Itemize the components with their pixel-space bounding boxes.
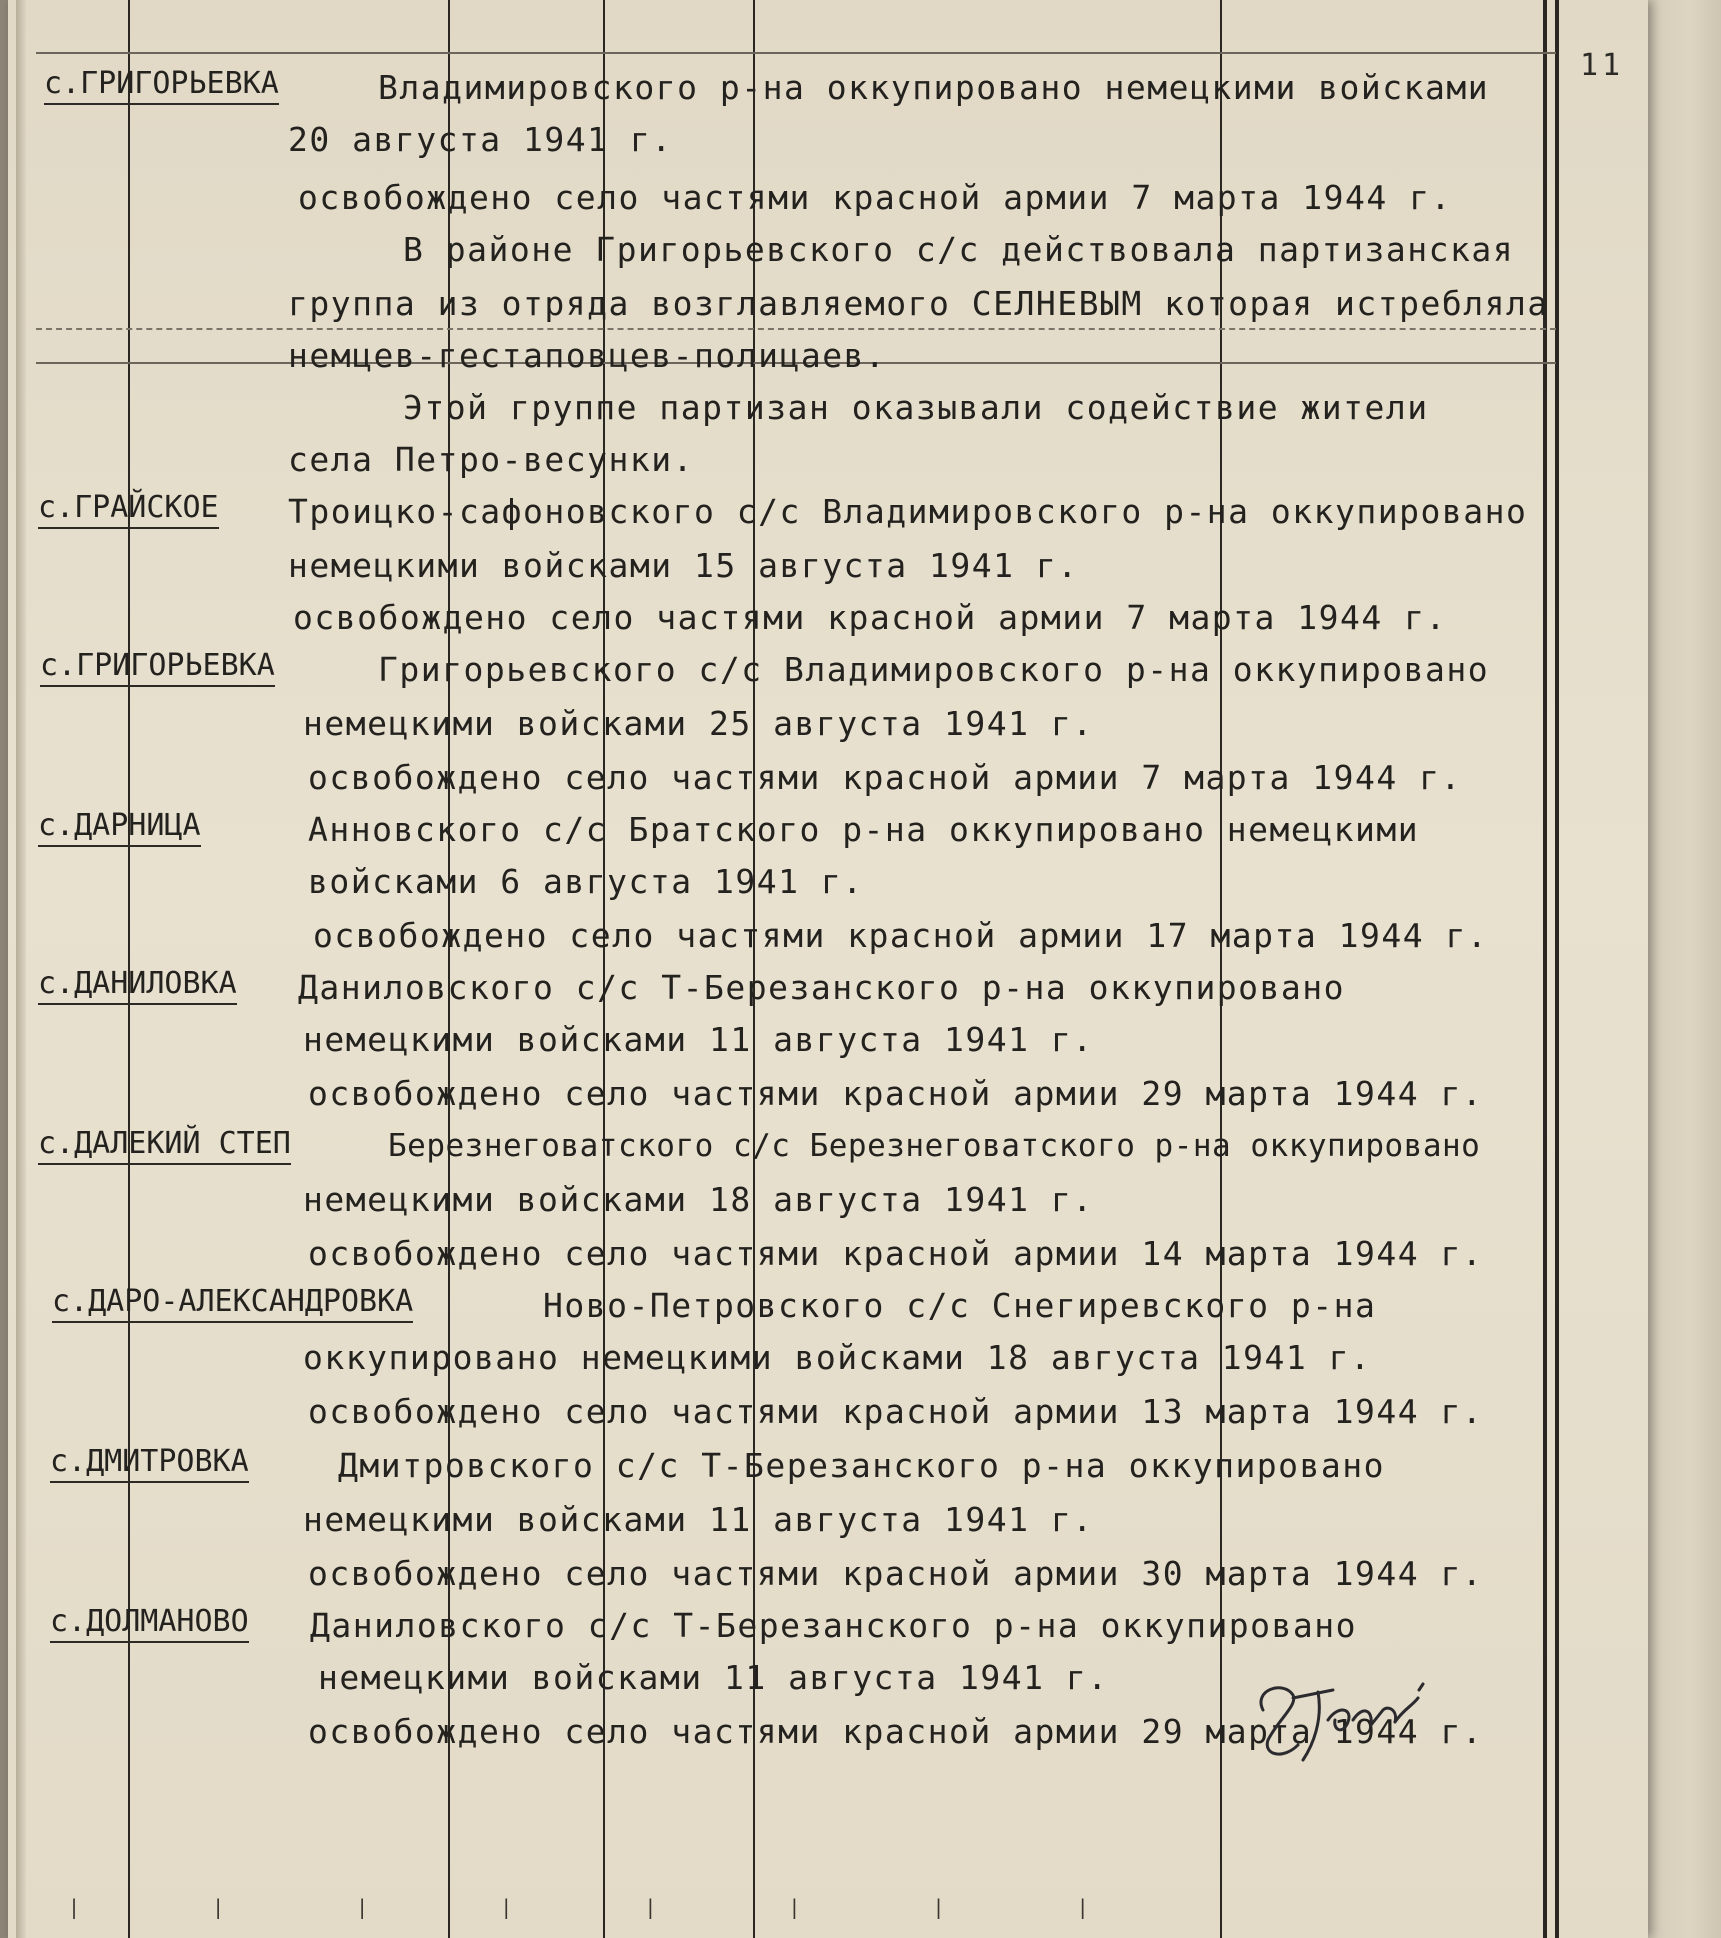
entry-line: освобождено село частями красной армии 17 марта 1944 г. (313, 916, 1489, 955)
entry-line: освобождено село частями красной армии 7 марта 1944 г. (308, 758, 1462, 797)
entry-line: Ново-Петровского с/с Снегиревского р-на (543, 1286, 1377, 1325)
bottom-margin-ticks: | | | | | | | | (68, 1895, 1149, 1919)
entry-line: В районе Григорьевского с/с действовала партизанская (403, 230, 1515, 269)
entry-line: немецкими войсками 15 августа 1941 г. (288, 546, 1079, 585)
entry-line: Даниловского с/с Т-Березанского р-на оккупировано (298, 968, 1346, 1007)
entry-line: немецкими войсками 11 августа 1941 г. (303, 1020, 1094, 1059)
page-binding-edge (16, 0, 26, 1938)
page-number: 11 (1580, 48, 1625, 83)
entry-line: Березнеговатского с/с Березнеговатского р-на оккупировано (388, 1128, 1481, 1164)
entry-line: немцев-гестаповцев-полицаев. (288, 336, 887, 375)
entry-line: освобождено село частями красной армии 13 марта 1944 г. (308, 1392, 1484, 1431)
entry-line: войсками 6 августа 1941 г. (308, 862, 864, 901)
village-name: с.ДМИТРОВКА (50, 1444, 249, 1483)
village-name: с.ДАНИЛОВКА (38, 966, 237, 1005)
entry-line: Анновского с/с Братского р-на оккупировано немецкими (308, 810, 1420, 849)
entry-line: освобождено село частями красной армии 7 марта 1944 г. (293, 598, 1447, 637)
entry-line: немецкими войсками 11 августа 1941 г. (318, 1658, 1109, 1697)
village-name: с.ГРАЙСКОЕ (38, 490, 219, 529)
entry-line: освобождено село частями красной армии 14 марта 1944 г. (308, 1234, 1484, 1273)
entry-line: Троицко-сафоновского с/с Владимировского р-на оккупировано (288, 492, 1528, 531)
entry-line: села Петро-весунки. (288, 440, 694, 479)
signature-mark (1223, 1650, 1453, 1770)
entry-line: Этой группе партизан оказывали содействие жители (403, 388, 1429, 427)
village-name: с.ГРИГОРЬЕВКА (40, 648, 275, 687)
village-name: с.ДАРО-АЛЕКСАНДРОВКА (52, 1284, 413, 1323)
ledger-row-rule (36, 52, 1556, 54)
handwritten-signature (1223, 1650, 1453, 1770)
village-name: с.ДОЛМАНОВО (50, 1604, 249, 1643)
entry-line: освобождено село частями красной армии 30 марта 1944 г. (308, 1554, 1484, 1593)
entry-line: немецкими войсками 25 августа 1941 г. (303, 704, 1094, 743)
ledger-dashed-rule (36, 328, 1556, 330)
village-name: с.ДАЛЕКИЙ СТЕП (38, 1126, 291, 1165)
entry-line: освобождено село частями красной армии 29 марта 1944 г. (308, 1074, 1484, 1113)
entry-line: немецкими войсками 11 августа 1941 г. (303, 1500, 1094, 1539)
village-name: с.ДАРНИЦА (38, 808, 201, 847)
village-name: с.ГРИГОРЬЕВКА (44, 66, 279, 105)
entry-line: 20 августа 1941 г. (288, 120, 673, 159)
entry-line: группа из отряда возглавляемого СЕЛНЕВЫМ которая истребляла (288, 284, 1549, 323)
entry-line: освобождено село частями красной армии 7 марта 1944 г. (298, 178, 1452, 217)
entry-line: немецкими войсками 18 августа 1941 г. (303, 1180, 1094, 1219)
entry-line: Владимировского р-на оккупировано немецкими войсками (378, 68, 1490, 107)
entry-line: оккупировано немецкими войсками 18 августа 1941 г. (303, 1338, 1372, 1377)
ledger-page (8, 0, 1648, 1938)
ledger-margin-rule (1555, 0, 1559, 1938)
entry-line: освобождено село частями красной армии 29 марта 1944 г. (308, 1712, 1484, 1751)
entry-line: Даниловского с/с Т-Березанского р-на оккупировано (310, 1606, 1358, 1645)
entry-line: Дмитровского с/с Т-Березанского р-на оккупировано (338, 1446, 1386, 1485)
entry-line: Григорьевского с/с Владимировского р-на оккупировано (378, 650, 1490, 689)
